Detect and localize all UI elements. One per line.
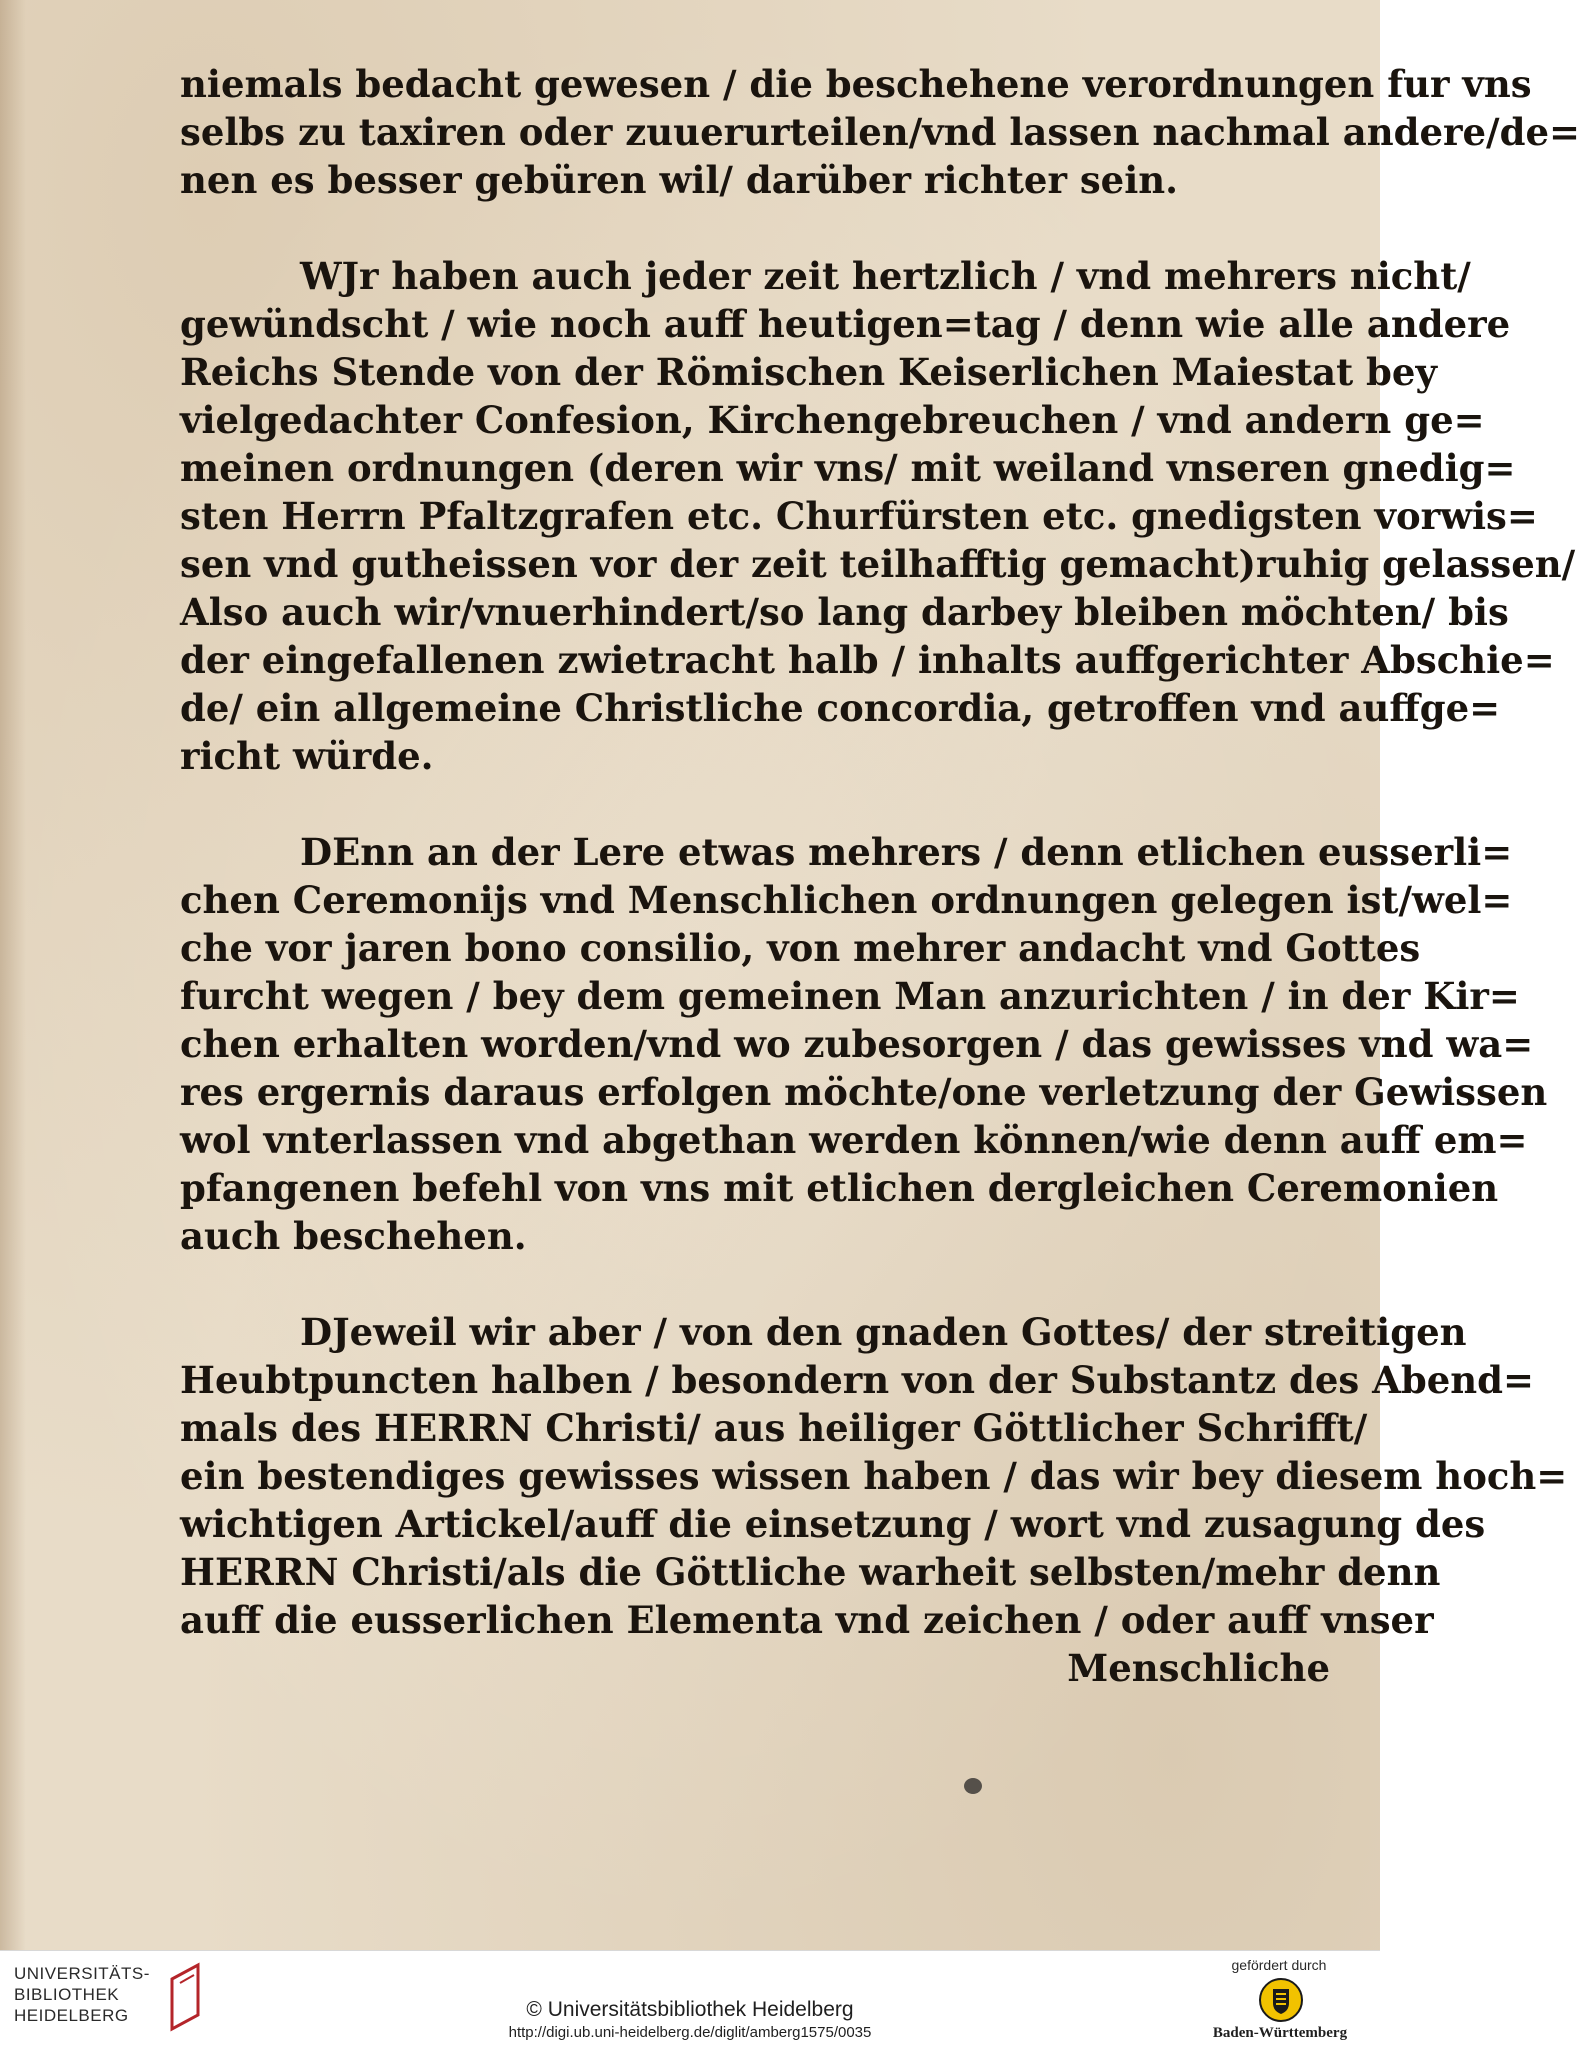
text-line: der eingefallenen zwietracht halb / inhalts auffgerichter Abschie= [180,638,1555,682]
text-line: sen vnd gutheissen vor der zeit teilhafftig gemacht)ruhig gelassen/ [180,542,1576,586]
page-binding-shadow [0,0,26,1950]
paragraph-1 [180,60,1580,204]
library-name-line: BIBLIOTHEK [14,1985,120,2004]
text-line: che vor jaren bono consilio, von mehrer andacht vnd Gottes [180,926,1421,970]
text-line: furcht wegen / bey dem gemeinen Man anzurichten / in der Kir= [180,974,1520,1018]
text-line: wol vnterlassen vnd abgethan werden können/wie denn auff em= [180,1118,1528,1162]
text-line: auff die eusserlichen Elementa vnd zeichen / oder auff vnser [180,1598,1434,1642]
paragraph-3 [180,828,1548,1260]
page-text [180,60,1580,1692]
text-line: auch beschehen. [180,1214,527,1258]
text-line: niemals bedacht gewesen / die beschehene verordnungen fur vns [180,62,1532,106]
text-line: meinen ordnungen (deren wir vns/ mit weiland vnseren gnedig= [180,446,1516,490]
text-line: DEnn an der Lere etwas mehrers / denn etlichen eusserli= [300,830,1513,874]
text-line: vielgedachter Confesion, Kirchengebreuchen / vnd andern ge= [180,398,1485,442]
text-line: chen Ceremonijs vnd Menschlichen ordnungen gelegen ist/wel= [180,878,1513,922]
text-line: wichtigen Artickel/auff die einsetzung / wort vnd zusagung des [180,1502,1486,1546]
text-line: sten Herrn Pfaltzgrafen etc. Churfürsten etc. gnedigsten vorwis= [180,494,1538,538]
text-line: gewündscht / wie noch auff heutigen=tag / denn wie alle andere [180,302,1511,346]
text-line: nen es besser gebüren wil/ darüber richter sein. [180,158,1179,202]
permalink-url[interactable]: http://digi.ub.uni-heidelberg.de/diglit/amberg1575/0035 [508,2024,872,2041]
text-line: WJr haben auch jeder zeit hertzlich / vnd mehrers nicht/ [300,254,1471,298]
coat-of-arms-icon [1258,1977,1304,2023]
library-footer [0,1950,1380,2048]
text-line: HERRN Christi/als die Göttliche warheit selbsten/mehr denn [180,1550,1441,1594]
library-name-line: HEIDELBERG [14,2006,129,2025]
text-line: Heubtpuncten halben / besondern von der Substantz des Abend= [180,1358,1535,1402]
sponsor-label: gefördert durch [1231,1957,1327,1973]
text-line: Also auch wir/vnuerhindert/so lang darbey bleiben möchten/ bis [180,590,1509,634]
paragraph-2 [180,252,1576,780]
text-line: pfangenen befehl von vns mit etlichen dergleichen Ceremonien [180,1166,1499,1210]
text-line: mals des HERRN Christi/ aus heiliger Göttlicher Schrifft/ [180,1406,1368,1450]
text-line: de/ ein allgemeine Christliche concordia, getroffen vnd auffge= [180,686,1501,730]
copyright-notice: © Universitätsbibliothek Heidelberg [526,1998,854,2021]
paragraph-4 [180,1308,1568,1692]
text-line: Reichs Stende von der Römischen Keiserlichen Maiestat bey [180,350,1437,394]
ink-spot [964,1778,982,1794]
text-line: res ergernis daraus erfolgen möchte/one verletzung der Gewissen [180,1070,1548,1114]
text-line: richt würde. [180,734,434,778]
catchword: Menschliche [1067,1646,1330,1690]
text-line: selbs zu taxiren oder zuuerurteilen/vnd lassen nachmal andere/de= [180,110,1580,154]
library-name-line: UNIVERSITÄTS- [14,1964,150,1983]
text-line: chen erhalten worden/vnd wo zubesorgen / das gewisses vnd wa= [180,1022,1534,1066]
sponsor-name: Baden-Württemberg [1212,2025,1348,2041]
text-line: ein bestendiges gewisses wissen haben / das wir bey diesem hoch= [180,1454,1568,1498]
text-line: DJeweil wir aber / von den gnaden Gottes/ der streitigen [300,1310,1467,1354]
